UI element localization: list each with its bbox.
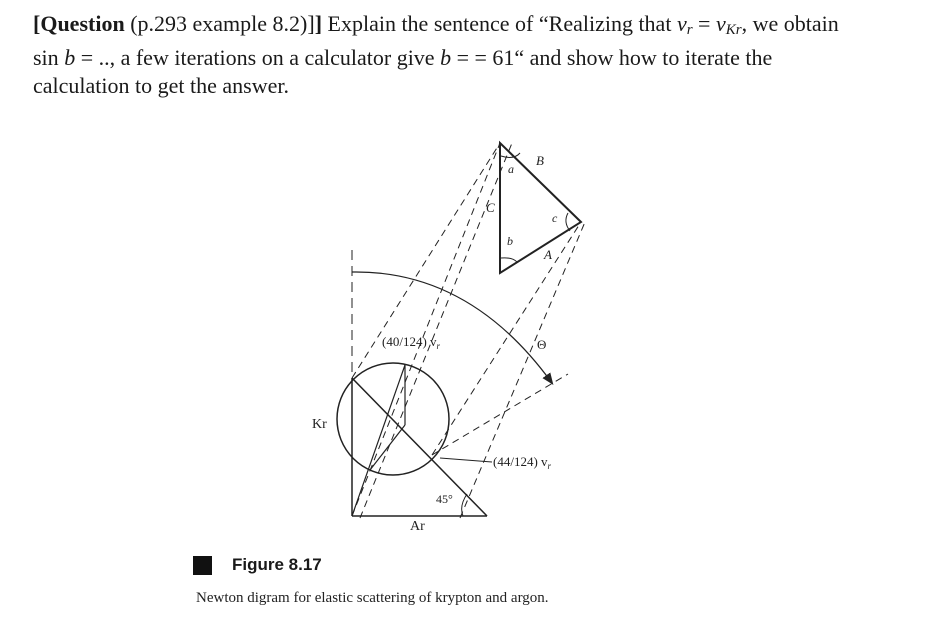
- symbol-v2: v: [715, 11, 726, 36]
- label-c: c: [552, 211, 558, 225]
- label-a: a: [508, 162, 514, 176]
- question-line-3: calculation to get the answer.: [33, 73, 289, 98]
- question-text-4: = = 61“ and show how to iterate the: [451, 45, 773, 70]
- label-b: b: [507, 234, 513, 248]
- symbol-b: b: [64, 45, 76, 70]
- question-ref: (p.293 example 8.2)]: [124, 11, 315, 36]
- figure-caption-row: [193, 555, 322, 575]
- equals-sign: =: [692, 11, 716, 36]
- question-text-3: = .., a few iterations on a calculator give: [75, 45, 441, 70]
- figure-title: Figure 8.17: [232, 555, 322, 574]
- label-B: B: [536, 153, 544, 168]
- theta-arc: [352, 272, 552, 383]
- figure-caption: Newton digram for elastic scattering of krypton and argon.: [196, 590, 549, 606]
- dashed-line-5: [460, 222, 585, 518]
- angle-b-arc: [501, 258, 517, 262]
- label-v40: (40/124) $v_r$: [382, 334, 441, 351]
- caption-square-icon: [193, 556, 212, 575]
- label-v44: (44/124) $v_r$: [493, 454, 552, 471]
- label-45: 45°: [436, 492, 453, 506]
- symbol-v: v: [676, 11, 687, 36]
- label-C: C: [486, 200, 495, 215]
- question-prefix: [Question: [33, 11, 125, 36]
- label-A: A: [544, 247, 552, 262]
- symbol-b2: b: [440, 45, 452, 70]
- ar-scattered-line: [370, 425, 405, 470]
- question-text-2: , we obtain: [741, 11, 839, 36]
- question-text-1: Explain the sentence of “Realizing that: [322, 11, 677, 36]
- question-text: [Question (p.293 example 8.2)]] Explain the sentence of “Realizing that $v_r = v_{Kr}$, we obtain sin b = .., a few iterations on a calculator give b = = 61“ and show how to iterate the calculation to get the answer.: [33, 11, 839, 98]
- dashed-line-2: [352, 143, 500, 516]
- subscript-kr: Kr: [725, 22, 742, 38]
- kr-scattered-line: [352, 365, 405, 516]
- subscript-r: r: [686, 22, 693, 38]
- label-kr: Kr: [312, 417, 327, 432]
- dashed-line-6: [432, 374, 568, 455]
- label-theta: Θ: [537, 337, 547, 352]
- label-ar: Ar: [410, 519, 425, 534]
- sin-label: sin: [33, 45, 65, 70]
